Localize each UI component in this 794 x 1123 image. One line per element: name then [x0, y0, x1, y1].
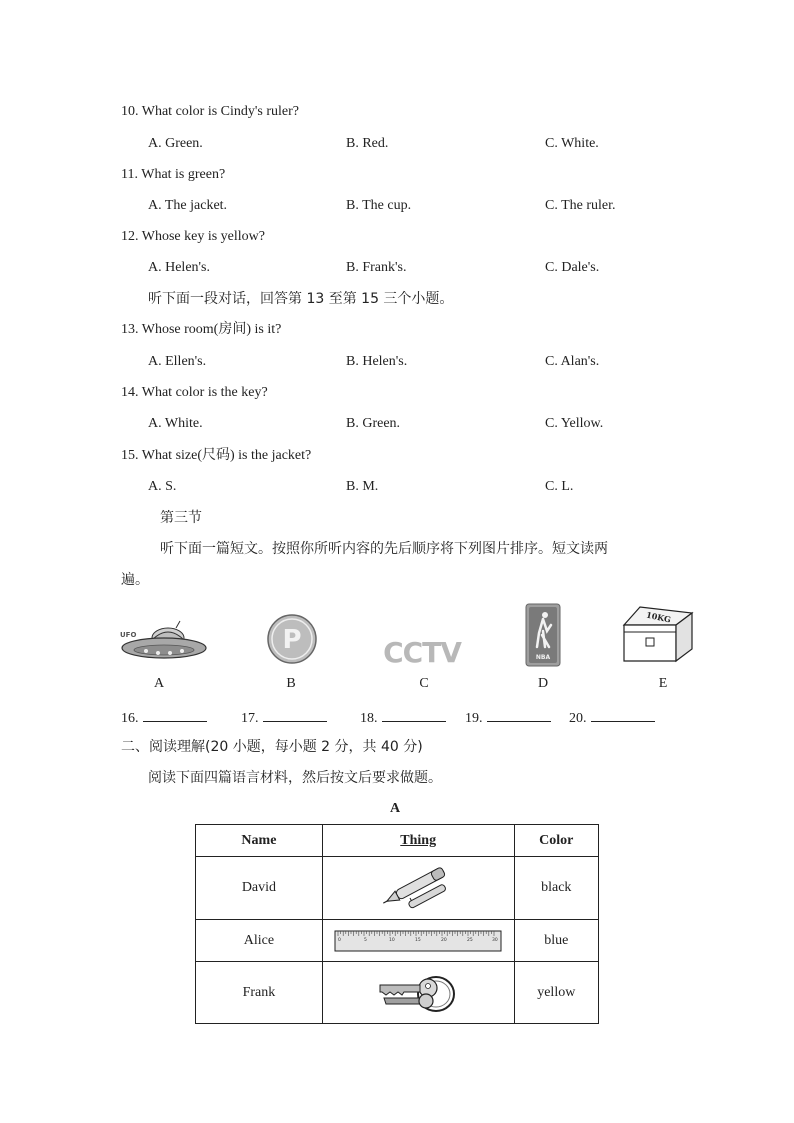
question-13-option-a: A. Ellen's.: [148, 354, 207, 369]
row-name: David: [196, 857, 323, 920]
svg-text:25: 25: [467, 937, 473, 943]
pen-icon: [376, 861, 460, 915]
svg-text:CCTV: CCTV: [383, 636, 461, 666]
row-thing: [322, 962, 514, 1024]
row-color: blue: [514, 920, 598, 962]
row-thing: [322, 857, 514, 920]
answer-blank-16[interactable]: 16.: [121, 707, 207, 727]
answer-blank-20[interactable]: 20.: [569, 707, 655, 727]
question-15-stem: 15. What size(尺码) is the jacket?: [121, 448, 312, 463]
question-11-option-a: A. The jacket.: [148, 198, 228, 213]
header-color: Color: [514, 825, 598, 857]
section3-instruction-line2: 遍。: [121, 572, 149, 588]
question-13-stem: 13. Whose room(房间) is it?: [121, 322, 282, 337]
svg-text:30: 30: [492, 937, 498, 943]
passage-label: A: [390, 801, 401, 816]
answer-blank-18[interactable]: 18.: [360, 707, 446, 727]
section3-instruction-line1: 听下面一篇短文。按照你所听内容的先后顺序将下列图片排序。短文读两: [160, 541, 608, 557]
question-12-option-c: C. Dale's.: [545, 260, 600, 275]
part2-heading: 二、阅读理解(20 小题，每小题 2 分，共 40 分): [121, 739, 423, 755]
svg-text:NBA: NBA: [535, 654, 551, 661]
svg-text:P: P: [282, 625, 302, 655]
question-11-stem: 11. What is green?: [121, 167, 226, 182]
row-name: Frank: [196, 962, 323, 1024]
section3-title: 第三节: [160, 510, 202, 526]
key-icon: [376, 968, 460, 1018]
question-10-option-a: A. Green.: [148, 136, 203, 151]
question-15-option-b: B. M.: [346, 479, 379, 494]
picture-c-label: C: [419, 676, 429, 691]
question-15-option-a: A. S.: [148, 479, 177, 494]
question-15-option-c: C. L.: [545, 479, 574, 494]
ufo-icon: [118, 618, 210, 668]
svg-text:UFO: UFO: [120, 631, 137, 639]
instruction-13-15: 听下面一段对话，回答第 13 至第 15 三个小题。: [148, 291, 454, 307]
passage-a-table: [195, 824, 599, 1024]
row-color: yellow: [514, 962, 598, 1024]
table-row: [196, 920, 599, 962]
ruler-icon: [334, 929, 502, 953]
nba-logo-icon: [525, 603, 561, 667]
question-14-option-b: B. Green.: [346, 416, 401, 431]
header-name: Name: [196, 825, 323, 857]
question-10-stem: 10. What color is Cindy's ruler?: [121, 104, 300, 119]
picture-b-label: B: [286, 676, 296, 691]
svg-text:20: 20: [441, 937, 447, 943]
part2-instruction: 阅读下面四篇语言材料，然后按文后要求做题。: [148, 770, 442, 786]
row-name: Alice: [196, 920, 323, 962]
question-12-option-a: A. Helen's.: [148, 260, 211, 275]
question-12-option-b: B. Frank's.: [346, 260, 407, 275]
row-thing: [322, 920, 514, 962]
svg-text:0: 0: [338, 937, 342, 943]
question-13-option-c: C. Alan's.: [545, 354, 600, 369]
table-row: [196, 857, 599, 920]
svg-text:5: 5: [364, 937, 368, 943]
question-11-option-c: C. The ruler.: [545, 198, 616, 213]
question-14-option-c: C. Yellow.: [545, 416, 604, 431]
box-icon: [620, 605, 696, 665]
picture-e-label: E: [658, 676, 668, 691]
picture-d-label: D: [537, 676, 549, 691]
answer-blank-19[interactable]: 19.: [465, 707, 551, 727]
question-12-stem: 12. Whose key is yellow?: [121, 229, 265, 244]
svg-text:15: 15: [415, 937, 421, 943]
question-10-option-c: C. White.: [545, 136, 599, 151]
question-10-option-b: B. Red.: [346, 136, 389, 151]
answer-blank-17[interactable]: 17.: [241, 707, 327, 727]
question-14-option-a: A. White.: [148, 416, 203, 431]
cctv-logo-icon: [382, 636, 462, 666]
table-row: [196, 962, 599, 1024]
svg-text:10: 10: [389, 937, 395, 943]
question-13-option-b: B. Helen's.: [346, 354, 408, 369]
question-14-stem: 14. What color is the key?: [121, 385, 268, 400]
header-thing: Thing: [322, 825, 514, 857]
svg-text:10KG: 10KG: [645, 609, 672, 625]
parking-sign-icon: [266, 613, 318, 665]
question-11-option-b: B. The cup.: [346, 198, 412, 213]
row-color: black: [514, 857, 598, 920]
picture-a-label: A: [153, 676, 165, 691]
